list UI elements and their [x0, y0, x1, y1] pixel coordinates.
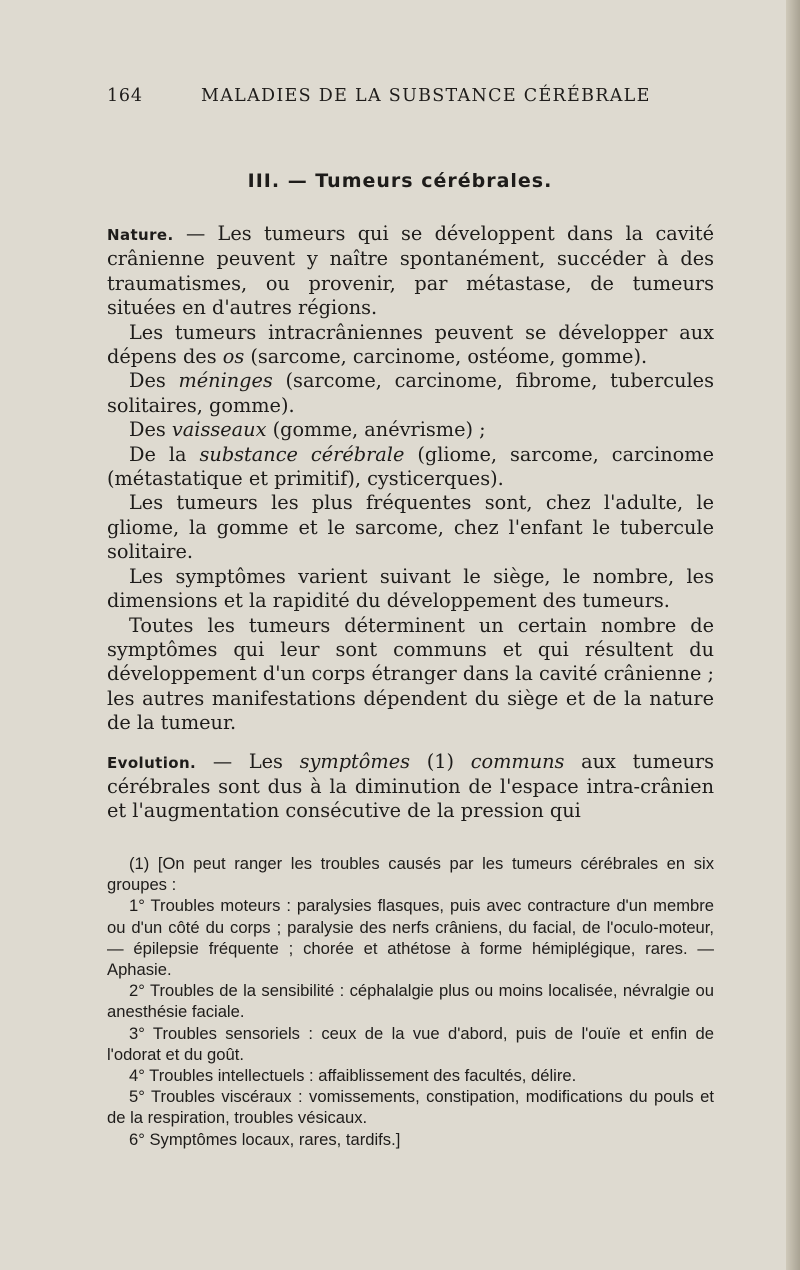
page-number: 164 — [107, 86, 143, 106]
footnote-item: 2° Troubles de la sensibilité : céphalalgie plus ou moins localisée, névralgie ou anesthésie faciale. — [107, 981, 714, 1022]
footnote-item: 6° Symptômes locaux, rares, tardifs.] — [129, 1129, 401, 1149]
paragraph-text: De la — [129, 442, 200, 466]
emphasis-communs: communs — [470, 749, 565, 773]
paragraph-meninges — [107, 369, 714, 418]
paragraph-common: Toutes les tumeurs déterminent un certain nombre de symptômes qui leur sont communs et qui résultent du développement d'un corps étranger dans la cavité crânienne ; les autres manifestations dépendent du siège et de la nature de la tumeur. — [107, 613, 714, 735]
footnote-item: 3° Troubles sensoriels : ceux de la vue d'abord, puis de l'ouïe et enfin de l'odorat et du goût. — [107, 1023, 714, 1064]
emphasis-substance: substance cérébrale — [199, 442, 405, 466]
paragraph-text: Les tumeurs intracrâniennes peuvent se développer aux dépens des — [107, 320, 714, 369]
paragraph-text: Des — [129, 369, 179, 393]
section-title: III. — Tumeurs cérébrales. — [247, 170, 553, 192]
footnote-intro: (1) [On peut ranger les troubles causés par les tumeurs cérébrales en six groupes : — [107, 854, 714, 895]
paragraph-text: (gliome, sarcome, carcinome (métastatique et primitif), cysticerques). — [107, 442, 714, 491]
nature-text: — Les tumeurs qui se développent dans la cavité crânienne peuvent y naître spontanément, succéder à des traumatismes, ou provenir, par métastase, de tumeurs situées en d'autres régions. — [107, 222, 714, 320]
nature-paragraph — [107, 222, 714, 321]
emphasis-vaisseaux: vaisseaux — [171, 418, 267, 442]
footnote-item: 4° Troubles intellectuels : affaiblissement des facultés, délire. — [129, 1066, 577, 1086]
footnote-item: 1° Troubles moteurs : paralysies flasques, puis avec contracture d'un membre ou d'un côté du corps ; paralysie des nerfs crâniens, du facial, de l'oculo-moteur, — épilepsie fréquente ; chorée et athétose à forme hémiplégique, rares. — Aphasie. — [107, 896, 714, 980]
footnotes — [107, 853, 714, 1150]
paragraph-substance — [107, 443, 714, 492]
paragraph-frequency: Les tumeurs les plus fréquentes sont, chez l'adulte, le gliome, la gomme et le sarcome, chez l'enfant le tubercule solitaire. — [107, 491, 714, 564]
running-title: MALADIES DE LA SUBSTANCE CÉRÉBRALE — [201, 86, 651, 106]
paragraph-origins — [107, 321, 714, 370]
paragraph-vaisseaux — [107, 418, 714, 442]
footnote-reference: (1) — [410, 749, 471, 773]
evolution-lead: Evolution. — [107, 753, 197, 772]
evolution-paragraph — [107, 750, 714, 824]
paragraph-text: aux tumeurs cérébrales sont dus à la diminution de l'espace intra-crânien et l'augmentation consécutive de la pression qui — [107, 749, 715, 823]
emphasis-os: os — [222, 345, 245, 369]
emphasis-symptomes: symptômes — [299, 749, 410, 773]
paragraph-text: — Les — [196, 749, 300, 773]
paragraph-text: (gomme, anévrisme) ; — [266, 418, 486, 442]
paragraph-text: (sarcome, carcinome, ostéome, gomme). — [244, 345, 648, 369]
paragraph-text: Des — [129, 418, 172, 442]
emphasis-meninges: méninges — [178, 369, 273, 393]
nature-lead: Nature. — [107, 226, 174, 244]
body-text — [107, 222, 714, 824]
paragraph-gap — [107, 736, 714, 750]
footnote-item: 5° Troubles viscéraux : vomissements, constipation, modifications du pouls et de la respiration, troubles vésicaux. — [107, 1087, 714, 1128]
paragraph-symptoms: Les symptômes varient suivant le siège, le nombre, les dimensions et la rapidité du développement des tumeurs. — [107, 564, 714, 613]
paragraph-text: (sarcome, carcinome, fibrome, tubercules solitaires, gomme). — [107, 369, 714, 417]
